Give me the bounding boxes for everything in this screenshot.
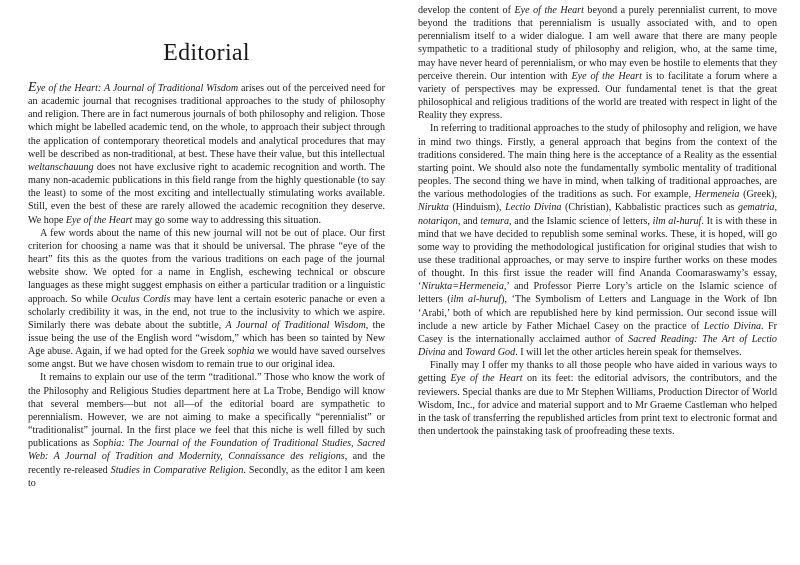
text-run: , and the recently re-released bbox=[28, 451, 385, 476]
italic-text: ye of the Heart: A Journal of Traditional Wisdom bbox=[36, 83, 239, 94]
italic-text: temura bbox=[480, 215, 510, 227]
italic-text: Eye of the Heart bbox=[65, 214, 133, 226]
text-run: ,’ and Professor Pierre Lory’s article on the Islamic science of letters ( bbox=[418, 281, 777, 306]
paragraph bbox=[418, 122, 777, 359]
text-run: Finally may I offer my thanks to all those people who have aided in various ways to getting bbox=[418, 360, 777, 385]
paragraph bbox=[418, 4, 777, 122]
italic-text: Nirukta bbox=[418, 202, 449, 214]
text-run: . It is with these in mind that we have decided to republish some seminal works. These, it is hoped, will go some way to providing the methodological justification for original studies that wish to use these traditional approaches, or may serve to inspire further works on these modes of thought. In this first issue the reader will find Ananda Coomaraswamy’s essay, ‘ bbox=[418, 215, 777, 293]
text-run: beyond a purely perennialist current, to move beyond the traditions that perennialism is usually associated with, and to open perennialism itself to a wider dialogue. I am well aware that there are many people sympathetic to a traditional study of philosophy and religion, who, at the same time, may have never heard of perennialism, or who may even be hostile to elements that they perceive therein. Our intention with bbox=[418, 5, 777, 82]
italic-text: Lectio Divina bbox=[505, 202, 562, 214]
italic-text: gematria, notariqon, bbox=[418, 202, 777, 227]
page-title: Editorial bbox=[163, 40, 250, 66]
italic-text: A Journal of Traditional Wisdom bbox=[225, 319, 366, 331]
text-run: A few words about the name of this new journal will not be out of place. Our first criterion for choosing a name was that it should be universal. The phrase “eye of the heart” fits this as the quotes from the various traditions on each page of the journal website show. We opted for a name in English, eschewing technical or obscure languages as these might suggest emphasis on either a particular tradition or a linguistic approach. So while bbox=[28, 227, 385, 305]
text-run: (Christian), Kabbalistic practices such as bbox=[561, 202, 739, 214]
text-run: may go some way to addressing this situation. bbox=[132, 214, 321, 226]
text-run: on its feet: the editorial advisors, the contributors, and the reviewers. Special thanks are due to Mr Stephen Williams, Production Director of World Wisdom, Inc., for advice and material support and to Mr Graeme Castleman who helped in the task of transferring the republished articles from print text to electronic format and then undertook the painstaking task of proofreading these texts. bbox=[418, 373, 777, 437]
text-run: and bbox=[445, 347, 466, 359]
text-run: may have lent a certain esoteric panache or even a scholarly credibility it was, in the end, not true to the inclusivity to which we aspire. Similarly there was debate about the subtitle, bbox=[28, 293, 385, 331]
text-run: . I will let the other articles herein speak for themselves. bbox=[515, 347, 742, 359]
italic-text: Eye of the Heart bbox=[450, 373, 523, 385]
text-run: arises out of the perceived need for an academic journal that recognises traditional approaches to the study of philosophy and religion. There are in fact numerous journals of both philosophy and religion. Those which might be labelled academic tend, on the whole, to approach their subject through the application of contemporary theoretical models and analytical procedures that may well be described as non-traditional, at best. These have their value, but this intellectual bbox=[28, 83, 385, 160]
text-run: . Fr Casey is the internationally acclaimed author of bbox=[418, 320, 777, 345]
text-run: (Greek), bbox=[739, 189, 777, 201]
italic-text: Sophia: The Journal of the Foundation of Traditional Studies, Sacred Web: A Journal of Tradition and Modernity, Connaissance des religions bbox=[28, 438, 385, 463]
text-run: ), ‘The Symbolism of Letters and Language in the Work of Ibn ‘Arabi,’ both of which are republished here by kind permission. Our second issue will include a new article by Father Michael Casey on the practice of bbox=[418, 294, 777, 332]
right-page-body bbox=[418, 0, 777, 438]
left-page-body bbox=[28, 82, 385, 490]
text-run: develop the content of bbox=[418, 5, 515, 16]
text-run: (Hinduism), bbox=[448, 202, 506, 214]
text-run: It remains to explain our use of the term “traditional.” Those who know the work of the Philosophy and Religious Studies department here at La Trobe, Bendigo will know that several members—but not all—of the editorial board are sympathetic to perennialism. However, we are not aiming to make a specifically “perennialist” or “traditionalist” journal. In the first place we feel that this niche is well filled by such publications as bbox=[28, 372, 385, 450]
italic-text: ilm al-huruf bbox=[652, 215, 702, 227]
italic-text: Oculus Cordis bbox=[111, 293, 171, 305]
italic-text: Toward God bbox=[465, 347, 516, 359]
text-run: and bbox=[460, 215, 481, 227]
italic-text: weltanschauung bbox=[28, 161, 94, 173]
italic-text: Lectio Divina bbox=[703, 320, 762, 332]
italic-text: Eye of the Heart bbox=[571, 70, 642, 82]
paragraph bbox=[28, 371, 385, 489]
italic-text: ilm al-huruf bbox=[450, 294, 502, 306]
italic-text: Sacred Reading: The Art of Lectio Divina bbox=[418, 333, 777, 359]
italic-text: sophia bbox=[227, 346, 255, 358]
left-page bbox=[28, 0, 385, 565]
text-run: does not have exclusive right to academic recognition and worth. The many non-academic publications in this field range from the highly questionable (to say the least) to some of the most exciting and intellectually stimulating works available. Still, even the best of these are rarely allowed the academic recognition they deserve. We hope bbox=[28, 161, 385, 226]
text-run: is to facilitate a forum where a variety of perspectives may be expressed. Our fundamental tenet is that the great philosophical and religious traditions of the world are treated with respect in light of the Reality they express. bbox=[418, 70, 777, 122]
italic-text: Hermeneia bbox=[694, 189, 740, 201]
italic-text: Eye of the Heart bbox=[514, 5, 584, 16]
text-run: we would have saved ourselves some angst. But we have chosen wisdom to remain true to our original idea. bbox=[28, 346, 385, 371]
paragraph bbox=[28, 82, 385, 227]
italic-text: Nirukta=Hermeneia bbox=[421, 281, 504, 293]
right-page bbox=[418, 0, 777, 565]
text-run: In referring to traditional approaches to the study of philosophy and religion, we have in mind two things. Firstly, a general approach that begins from the context of the traditions considered. The main thing here is the acceptance of a Reality as the essential starting point. We should also note the fundamentally symbolic mentality of traditional peoples. The second thing we have in mind, when talking of traditional approaches, are the various methodologies of the traditions as such. For example, bbox=[418, 123, 777, 201]
text-run: , and the Islamic science of letters, bbox=[509, 215, 653, 227]
italic-text: Studies in Comparative Religion bbox=[110, 464, 244, 476]
text-run: . Secondly, as the editor I am keen to bbox=[28, 464, 385, 489]
text-run: , the issue being the use of the English word “wisdom,” which has been so tainted by New Age abuse. Again, if we had opted for the Greek bbox=[28, 319, 385, 358]
paragraph bbox=[28, 227, 385, 372]
drop-cap: E bbox=[28, 80, 37, 95]
paragraph bbox=[418, 359, 777, 438]
